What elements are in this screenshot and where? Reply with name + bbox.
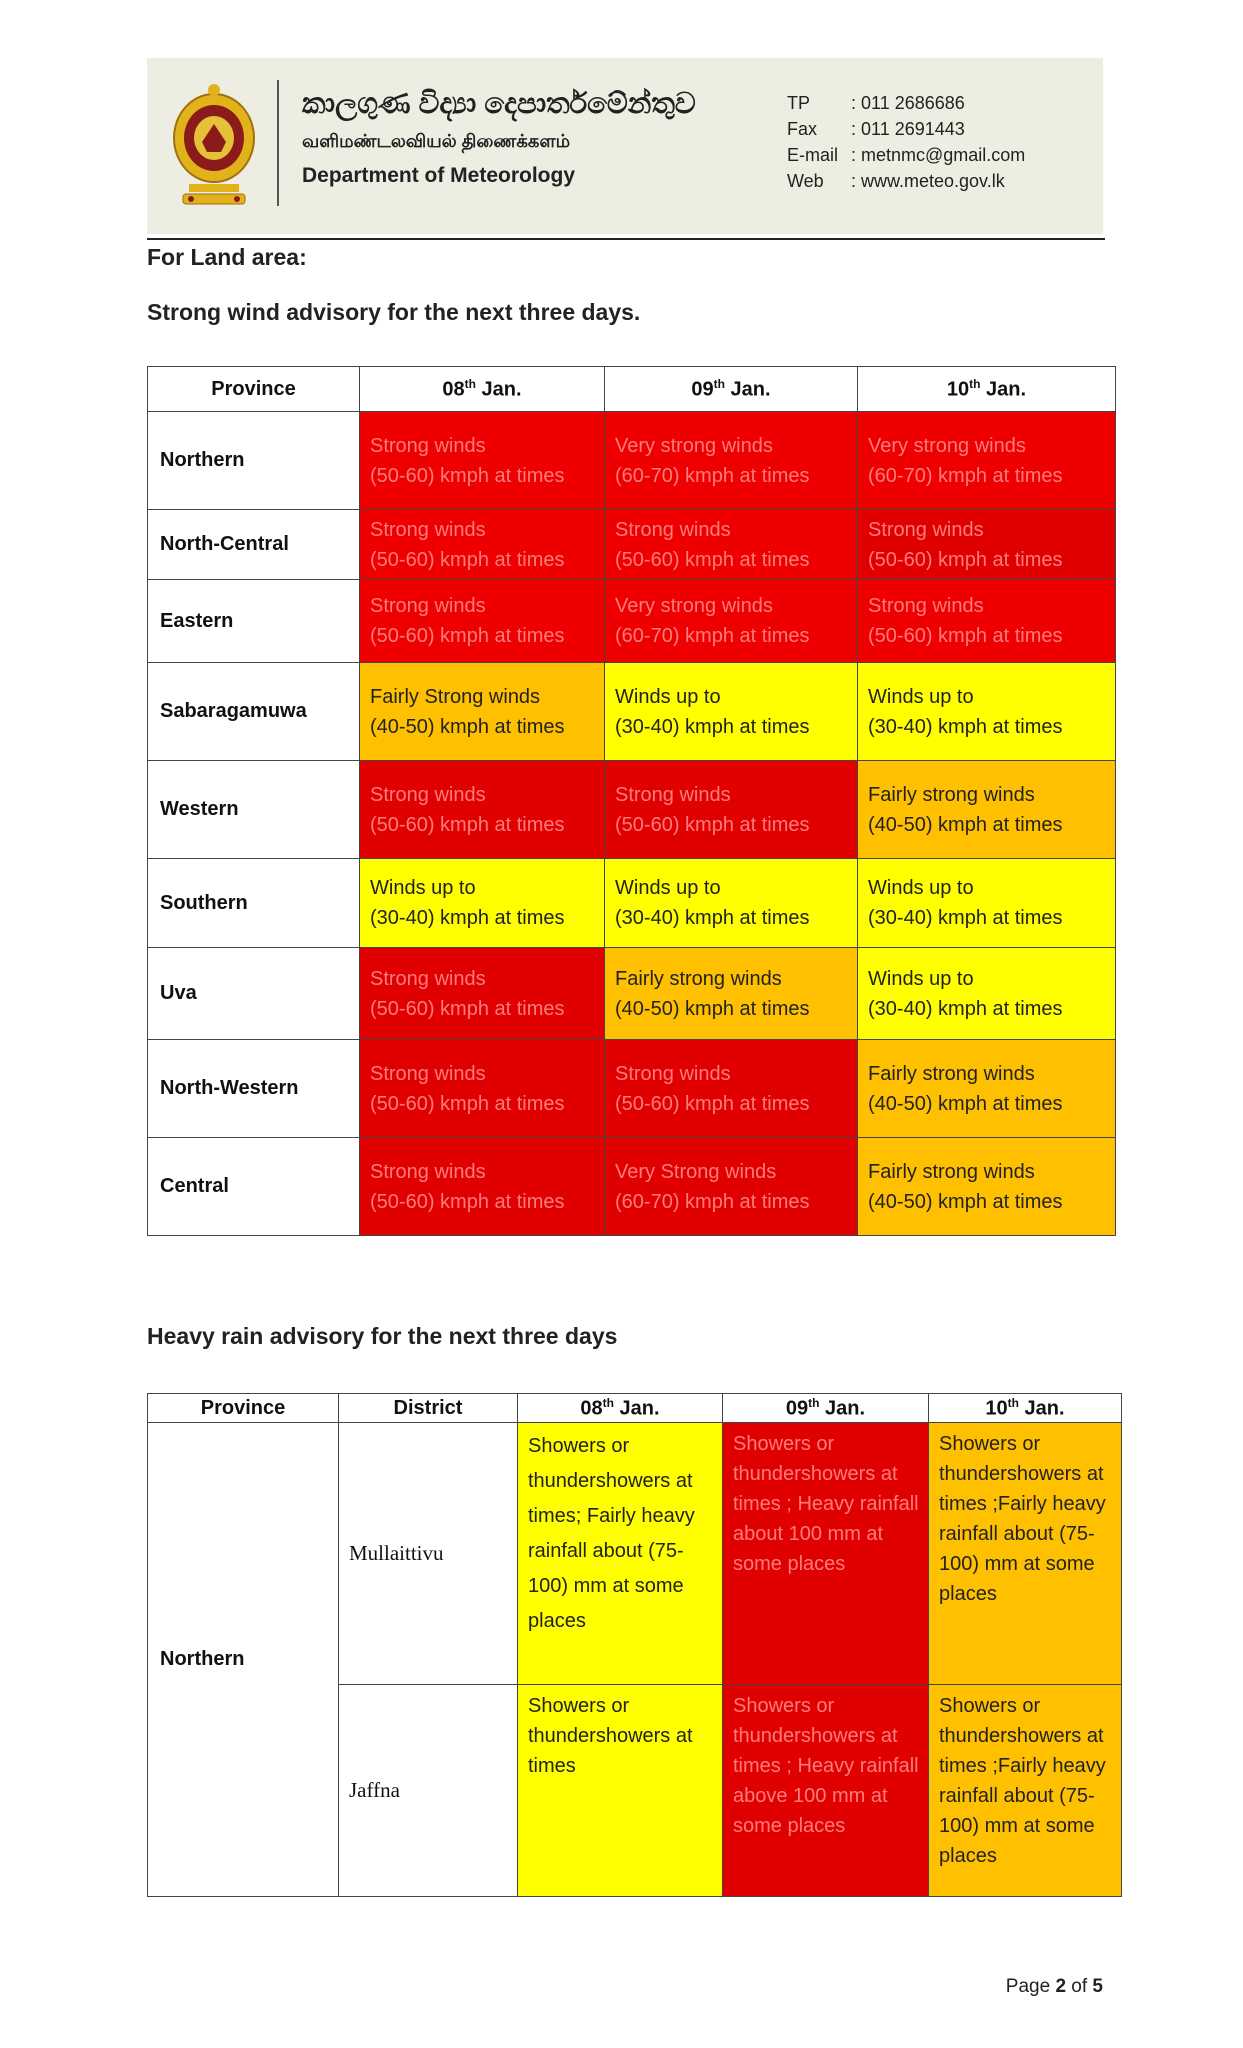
contact-value: : 011 2691443 xyxy=(851,119,965,139)
header-day: 08th Jan. xyxy=(360,367,605,412)
advisory-line: (50-60) kmph at times xyxy=(615,813,810,836)
advisory-line: Strong winds xyxy=(370,434,486,457)
wind-advisory-cell xyxy=(858,1138,1116,1236)
wind-advisory-cell xyxy=(360,1138,605,1236)
advisory-line: (40-50) kmph at times xyxy=(868,1092,1063,1115)
wind-advisory-table xyxy=(147,366,1116,1236)
advisory-line: (50-60) kmph at times xyxy=(370,625,565,647)
advisory-line: (50-60) kmph at times xyxy=(370,464,565,487)
wind-advisory-cell xyxy=(858,859,1116,948)
department-names xyxy=(302,88,696,188)
advisory-line: (30-40) kmph at times xyxy=(370,907,565,929)
header-day: 10th Jan. xyxy=(858,367,1116,412)
wind-advisory-cell xyxy=(360,859,605,948)
advisory-line: Winds up to xyxy=(868,685,974,708)
table-header-row xyxy=(148,1394,1122,1423)
advisory-line: (50-60) kmph at times xyxy=(868,548,1063,571)
advisory-line: (30-40) kmph at times xyxy=(868,997,1063,1020)
advisory-line: Winds up to xyxy=(615,877,721,899)
rain-advisory-cell: Showers or thundershowers at times ;Fairly heavy rainfall about (75- 100) mm at some places xyxy=(929,1685,1122,1897)
advisory-line: Very strong winds xyxy=(868,434,1026,457)
advisory-line: (30-40) kmph at times xyxy=(868,715,1063,738)
advisory-line: (50-60) kmph at times xyxy=(370,1190,565,1213)
wind-advisory-cell xyxy=(605,1138,858,1236)
province-cell: North-Central xyxy=(148,510,360,580)
advisory-line: (50-60) kmph at times xyxy=(370,813,565,836)
province-cell: Northern xyxy=(148,412,360,510)
header-day: 09th Jan. xyxy=(605,367,858,412)
advisory-line: Fairly strong winds xyxy=(868,1062,1035,1085)
table-row xyxy=(148,1138,1116,1236)
rain-advisory-heading: Heavy rain advisory for the next three days xyxy=(147,1323,618,1349)
contact-row-email xyxy=(787,142,1025,168)
advisory-line: (60-70) kmph at times xyxy=(868,464,1063,487)
rain-advisory-cell: Showers or thundershowers at times ; Heavy rainfall about 100 mm at some places xyxy=(723,1423,929,1685)
wind-advisory-cell xyxy=(858,761,1116,859)
advisory-line: (60-70) kmph at times xyxy=(615,1190,810,1213)
wind-advisory-cell xyxy=(858,1040,1116,1138)
wind-advisory-cell xyxy=(360,663,605,761)
advisory-line: Strong winds xyxy=(370,518,486,541)
advisory-line: (50-60) kmph at times xyxy=(868,625,1063,647)
table-row xyxy=(148,412,1116,510)
contact-key: TP xyxy=(787,93,811,113)
contact-key: E-mail xyxy=(787,145,839,165)
contact-row-fax xyxy=(787,116,1025,142)
wind-advisory-cell xyxy=(605,510,858,580)
wind-advisory-heading: Strong wind advisory for the next three days. xyxy=(147,299,641,325)
rain-advisory-cell: Showers or thundershowers at times xyxy=(518,1685,723,1897)
contact-row-web xyxy=(787,168,1025,194)
advisory-line: (30-40) kmph at times xyxy=(615,715,810,738)
sri-lanka-emblem-icon xyxy=(169,80,259,212)
wind-advisory-cell xyxy=(858,580,1116,663)
advisory-line: (50-60) kmph at times xyxy=(615,1092,810,1115)
wind-advisory-cell xyxy=(605,1040,858,1138)
table-row xyxy=(148,1040,1116,1138)
wind-advisory-cell xyxy=(858,510,1116,580)
table-row xyxy=(148,663,1116,761)
letterhead-rule xyxy=(147,238,1105,240)
wind-advisory-cell xyxy=(360,948,605,1040)
header-day: 08th Jan. xyxy=(518,1394,723,1423)
advisory-line: Fairly strong winds xyxy=(868,783,1035,806)
province-cell: Uva xyxy=(148,948,360,1040)
province-cell: Sabaragamuwa xyxy=(148,663,360,761)
table-row xyxy=(148,948,1116,1040)
advisory-line: Strong winds xyxy=(370,783,486,806)
wind-advisory-cell xyxy=(605,948,858,1040)
advisory-line: (50-60) kmph at times xyxy=(370,997,565,1020)
wind-advisory-cell xyxy=(605,412,858,510)
rain-advisory-cell: Showers or thundershowers at times; Fairly heavy rainfall about (75- 100) mm at some places xyxy=(518,1423,723,1685)
advisory-line: Strong winds xyxy=(868,518,984,541)
province-cell: Central xyxy=(148,1138,360,1236)
contact-value: : metnmc@gmail.com xyxy=(851,145,1026,165)
contact-key: Web xyxy=(787,171,824,191)
province-cell: Southern xyxy=(148,859,360,948)
advisory-line: Strong winds xyxy=(868,595,984,617)
header-day: 10th Jan. xyxy=(929,1394,1122,1423)
wind-advisory-cell xyxy=(360,761,605,859)
department-name-sinhala: කාලගුණ විද්‍යා දෙපාර්තමේන්තුව xyxy=(302,88,696,120)
advisory-line: Strong winds xyxy=(370,967,486,990)
advisory-line: (50-60) kmph at times xyxy=(370,548,565,571)
wind-advisory-cell xyxy=(360,580,605,663)
contact-value: : 011 2686686 xyxy=(851,93,965,113)
header-province: Province xyxy=(148,1394,339,1423)
advisory-line: Fairly strong winds xyxy=(868,1160,1035,1183)
advisory-line: Very strong winds xyxy=(615,595,773,617)
advisory-line: Strong winds xyxy=(615,783,731,806)
wind-advisory-cell xyxy=(605,580,858,663)
rain-advisory-cell: Showers or thundershowers at times ; Heavy rainfall above 100 mm at some places xyxy=(723,1685,929,1897)
advisory-line: (60-70) kmph at times xyxy=(615,464,810,487)
advisory-line: (50-60) kmph at times xyxy=(370,1092,565,1115)
table-row xyxy=(148,1423,1122,1685)
wind-advisory-cell xyxy=(858,412,1116,510)
advisory-line: Winds up to xyxy=(868,967,974,990)
advisory-line: Strong winds xyxy=(615,1062,731,1085)
page-number: Page 2 of 5 xyxy=(1005,1976,1103,1997)
rain-advisory-cell: Showers or thundershowers at times ;Fairly heavy rainfall about (75- 100) mm at some places xyxy=(929,1423,1122,1685)
land-area-heading: For Land area: xyxy=(147,244,307,270)
advisory-line: (40-50) kmph at times xyxy=(370,715,565,738)
contact-value: : www.meteo.gov.lk xyxy=(851,171,1005,191)
wind-advisory-cell xyxy=(858,663,1116,761)
table-row xyxy=(148,761,1116,859)
advisory-line: Very strong winds xyxy=(615,434,773,457)
advisory-line: Fairly Strong winds xyxy=(370,685,541,708)
advisory-line: Winds up to xyxy=(370,877,476,899)
rain-advisory-table xyxy=(147,1393,1122,1897)
wind-advisory-cell xyxy=(360,510,605,580)
province-cell: Western xyxy=(148,761,360,859)
header-province: Province xyxy=(148,367,360,412)
advisory-line: Very Strong winds xyxy=(615,1160,777,1183)
wind-advisory-cell xyxy=(605,761,858,859)
table-row xyxy=(148,510,1116,580)
advisory-line: Strong winds xyxy=(370,595,486,617)
contact-key: Fax xyxy=(787,119,818,139)
advisory-line: (40-50) kmph at times xyxy=(868,813,1063,836)
wind-advisory-cell xyxy=(360,412,605,510)
wind-advisory-cell xyxy=(605,859,858,948)
table-row xyxy=(148,859,1116,948)
province-cell: North-Western xyxy=(148,1040,360,1138)
advisory-line: (40-50) kmph at times xyxy=(615,997,810,1020)
letterhead-divider xyxy=(277,80,279,206)
advisory-line: Winds up to xyxy=(868,877,974,899)
contact-row-tp xyxy=(787,90,1025,116)
department-name-english: Department of Meteorology xyxy=(302,164,576,187)
advisory-line: Strong winds xyxy=(370,1160,486,1183)
table-header-row xyxy=(148,367,1116,412)
header-day: 09th Jan. xyxy=(723,1394,929,1423)
advisory-line: Strong winds xyxy=(370,1062,486,1085)
advisory-line: (40-50) kmph at times xyxy=(868,1190,1063,1213)
province-cell: Eastern xyxy=(148,580,360,663)
header-district: District xyxy=(339,1394,518,1423)
table-row xyxy=(148,580,1116,663)
province-cell: Northern xyxy=(148,1423,339,1897)
wind-advisory-cell xyxy=(360,1040,605,1138)
advisory-line: (50-60) kmph at times xyxy=(615,548,810,571)
advisory-line: (60-70) kmph at times xyxy=(615,625,810,647)
advisory-line: Winds up to xyxy=(615,685,721,708)
advisory-line: (30-40) kmph at times xyxy=(615,907,810,929)
letterhead xyxy=(147,58,1103,234)
contact-details xyxy=(787,90,1025,194)
advisory-line: Strong winds xyxy=(615,518,731,541)
district-cell: Jaffna xyxy=(339,1685,518,1897)
wind-advisory-cell xyxy=(858,948,1116,1040)
wind-advisory-cell xyxy=(605,663,858,761)
district-cell: Mullaittivu xyxy=(339,1423,518,1685)
advisory-line: (30-40) kmph at times xyxy=(868,907,1063,929)
advisory-line: Fairly strong winds xyxy=(615,967,782,990)
department-name-tamil: வளிமண்டலவியல் திணைக்களம் xyxy=(302,131,571,151)
